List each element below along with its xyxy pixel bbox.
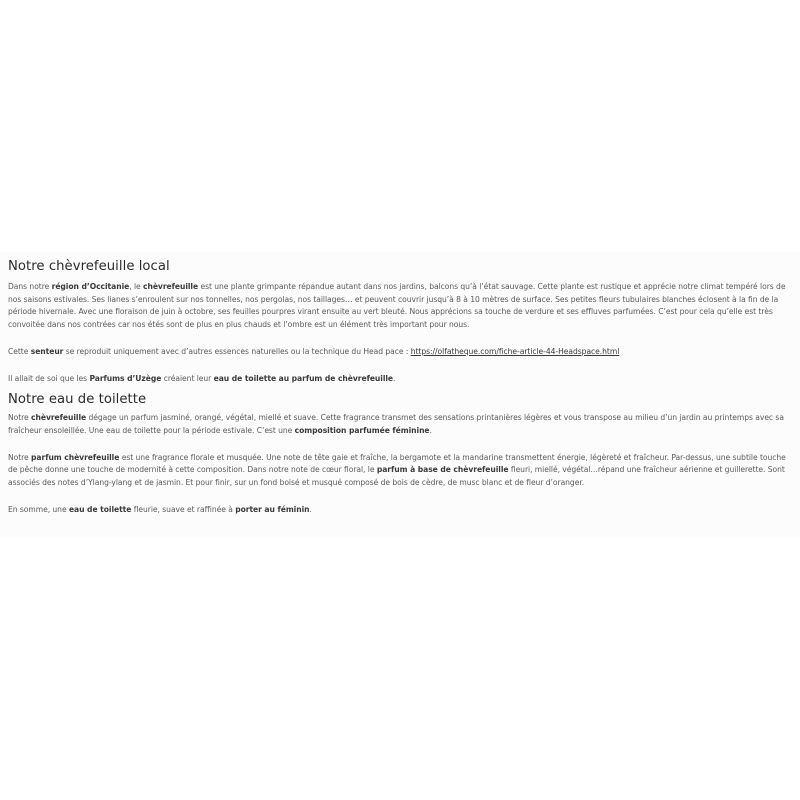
paragraph-parfums-uzege (8, 373, 796, 386)
bold-chevrefeuille: chèvrefeuille (31, 413, 87, 423)
text-span: est une plante grimpante répandue autant dans nos jardins, balcons qu’à l’état sauvage. Cette plante est rustique et apprécie notre climat tempéré lors de nos saisons estivales. Ses lianes s’enroulent sur nos tonnelles, nos pergolas, nos taillages… et peuvent couvrir jusqu’à 8 à 10 mètres de surface. Ses petites fleurs tubulaires blanches éclosent à la fin de la période hivernale. Avec une floraison de juin à octobre, ses feuilles pourpres virant ensuite au vert bleuté. Nous apprécions sa touche de verdure et ses effluves parfumées. C’est pour cela qu’elle est très convoitée dans nos contrées car nos étés sont de plus en plus chauds et l’ombre est un élément très important pour nous. (8, 282, 786, 330)
bold-brand: Parfums d’Uzège (89, 373, 162, 383)
bold-parfum-chevrefeuille: parfum chèvrefeuille (31, 452, 120, 462)
paragraph-summary (8, 504, 796, 517)
paragraph-senteur (8, 346, 796, 359)
headspace-link[interactable]: https://olfatheque.com/fiche-article-44-Headspace.html (410, 346, 620, 356)
text-span: est une fragrance florale et musquée. Une note de tête gaie et fraîche, la bergamote et la mandarine transmettent énergie, légèreté et fraîcheur. Par-dessus, une subtile touche de pêche donne une touche de modernité à cette composition. Dans notre note de cœur floral, le (8, 452, 786, 475)
text-span: . (393, 373, 396, 383)
paragraph-local-intro (8, 281, 796, 332)
text-span: se reproduit uniquement avec d’autres essences naturelles ou la technique du Head pace : (63, 346, 411, 356)
bold-region: région d’Occitanie (51, 282, 130, 291)
bold-porter-feminin: porter au féminin (235, 504, 310, 514)
paragraph-chevrefeuille-description (8, 412, 796, 437)
text-span: . (309, 504, 312, 514)
text-span: Dans notre (8, 282, 52, 291)
bold-eau-de-toilette: eau de toilette (68, 504, 132, 514)
text-span: Cette (8, 346, 31, 356)
article-content (0, 252, 800, 537)
section-heading-local: Notre chèvrefeuille local (8, 259, 170, 274)
text-span: Notre (8, 452, 32, 462)
text-span: créaient leur (161, 373, 214, 383)
bold-product: eau de toilette au parfum de chèvrefeuille (213, 373, 394, 383)
bold-parfum-base: parfum à base de chèvrefeuille (376, 465, 509, 475)
bold-senteur: senteur (30, 346, 64, 356)
bold-chevrefeuille: chèvrefeuille (143, 282, 199, 291)
text-span: En somme, une (8, 504, 69, 514)
paragraph-parfum-notes (8, 452, 796, 490)
bold-composition: composition parfumée féminine (294, 425, 430, 435)
text-span: . (429, 425, 432, 435)
text-span: , le (129, 282, 144, 291)
section-heading-eau-de-toilette: Notre eau de toilette (8, 392, 147, 408)
text-span: Il allait de soi que les (8, 373, 90, 383)
text-span: dégage un parfum jasminé, orangé, végétal, miellé et suave. Cette fragrance transmet des sensations printanières légères et vous transpose au milieu d’un jardin au printemps avec sa fraîcheur ensoleillée. Une eau de toilette pour la période estivale. C’est une (8, 413, 784, 435)
text-span: Notre (8, 413, 32, 423)
article-inner (8, 258, 796, 516)
text-span: fleurie, suave et raffinée à (131, 504, 236, 514)
text-span: fleuri, miellé, végétal…répand une fraîcheur aérienne et guillerette. Sont associés des notes d’Ylang-ylang et de jasmin. Et pour finir, sur un fond boisé et musqué composé de bois de cèdre, de musc blanc et de fleur d’oranger. (8, 465, 785, 488)
